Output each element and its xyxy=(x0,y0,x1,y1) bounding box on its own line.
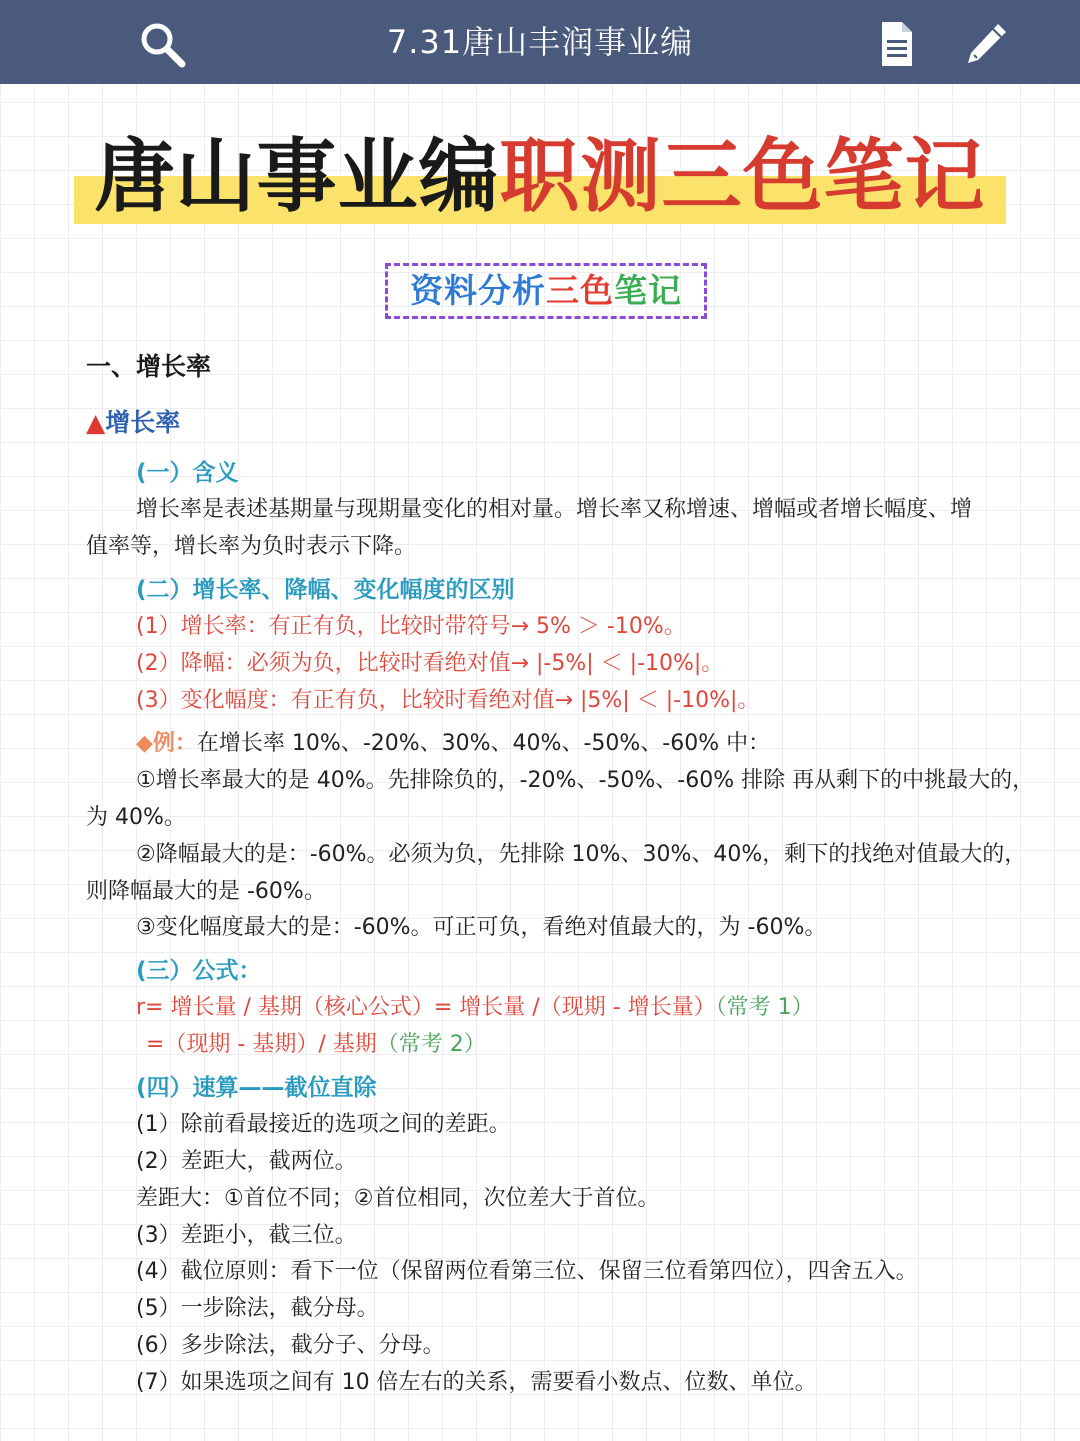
example-text: 在增长率 10%、-20%、30%、40%、-50%、-60% 中： xyxy=(196,731,771,756)
top-bar xyxy=(0,0,1080,84)
section-heading: 一、增长率 xyxy=(86,352,212,381)
example-answer-1-cont: 为 40%。 xyxy=(86,805,186,830)
formula-2: =（现期 - 基期）/ 基期 xyxy=(146,1032,377,1057)
diff-item: (2）降幅：必须为负，比较时看绝对值→ |-5%| ＜ |-10%|。 xyxy=(136,651,724,676)
formula-heading: (三）公式： xyxy=(136,958,262,984)
title-black-text: 唐山事业编 xyxy=(94,129,500,223)
formula-line-2 xyxy=(146,1030,486,1060)
document-icon[interactable] xyxy=(870,18,922,70)
quick-item: (7）如果选项之间有 10 倍左右的关系，需要看小数点、位数、单位。 xyxy=(136,1370,817,1395)
example-answer-2-cont: 则降幅最大的是 -60%。 xyxy=(86,879,326,904)
diff-item: (3）变化幅度：有正有负，比较时看绝对值→ |5%| ＜ |-10%|。 xyxy=(136,688,760,713)
def-text-2: 值率等，增长率为负时表示下降。 xyxy=(86,534,417,559)
example-answer-1: ①增长率最大的是 40%。先排除负的，-20%、-50%、-60% 排除 再从剩下的中挑最大的， xyxy=(136,768,1035,793)
diff-heading: (二）增长率、降幅、变化幅度的区别 xyxy=(136,577,515,603)
example-answer-2: ②降幅最大的是：-60%。必须为负，先排除 10%、30%、40%，剩下的找绝对值最大的， xyxy=(136,842,1027,867)
pencil-icon[interactable] xyxy=(960,18,1012,70)
quick-item: (5）一步除法，截分母。 xyxy=(136,1296,379,1321)
example-line xyxy=(136,729,770,759)
quick-item: 差距大：①首位不同；②首位相同，次位差大于首位。 xyxy=(136,1186,660,1211)
subtitle-box xyxy=(385,263,707,319)
triangle-icon: ▲ xyxy=(86,408,106,437)
title-red-text: 职测三色笔记 xyxy=(499,129,986,223)
subtitle-red: 三色 xyxy=(546,271,614,310)
def-heading: (一）含义 xyxy=(136,460,239,486)
formula-line-1 xyxy=(136,993,814,1023)
quick-item: (1）除前看最接近的选项之间的差距。 xyxy=(136,1112,511,1137)
example-answer-3: ③变化幅度最大的是：-60%。可正可负，看绝对值最大的，为 -60%。 xyxy=(136,915,827,940)
topic-heading xyxy=(86,408,180,438)
quick-item: (6）多步除法，截分子、分母。 xyxy=(136,1333,445,1358)
quick-calc-heading: (四）速算——截位直除 xyxy=(136,1075,377,1101)
formula-1-note: （常考 1） xyxy=(715,995,814,1020)
subtitle-green: 笔记 xyxy=(614,271,682,310)
quick-item: (2）差距大，截两位。 xyxy=(136,1149,357,1174)
example-label: ◆例： xyxy=(136,731,197,756)
formula-1: r= 增长量 / 基期（核心公式）= 增长量 /（现期 - 增长量） xyxy=(136,995,716,1020)
topic-label: 增长率 xyxy=(105,408,181,437)
quick-item: (3）差距小，截三位。 xyxy=(136,1223,357,1248)
subtitle-blue: 资料分析 xyxy=(410,271,546,310)
formula-2-note: （常考 2） xyxy=(376,1032,486,1057)
quick-item: (4）截位原则：看下一位（保留两位看第三位、保留三位看第四位），四舍五入。 xyxy=(136,1259,918,1284)
def-text-1: 增长率是表述基期量与现期量变化的相对量。增长率又称增速、增幅或者增长幅度、增 xyxy=(136,497,973,522)
page-title: 7.31唐山丰润事业编 xyxy=(386,23,694,61)
main-title xyxy=(74,128,1006,226)
diff-item: (1）增长率：有正有负，比较时带符号→ 5% ＞ -10%。 xyxy=(136,614,686,639)
